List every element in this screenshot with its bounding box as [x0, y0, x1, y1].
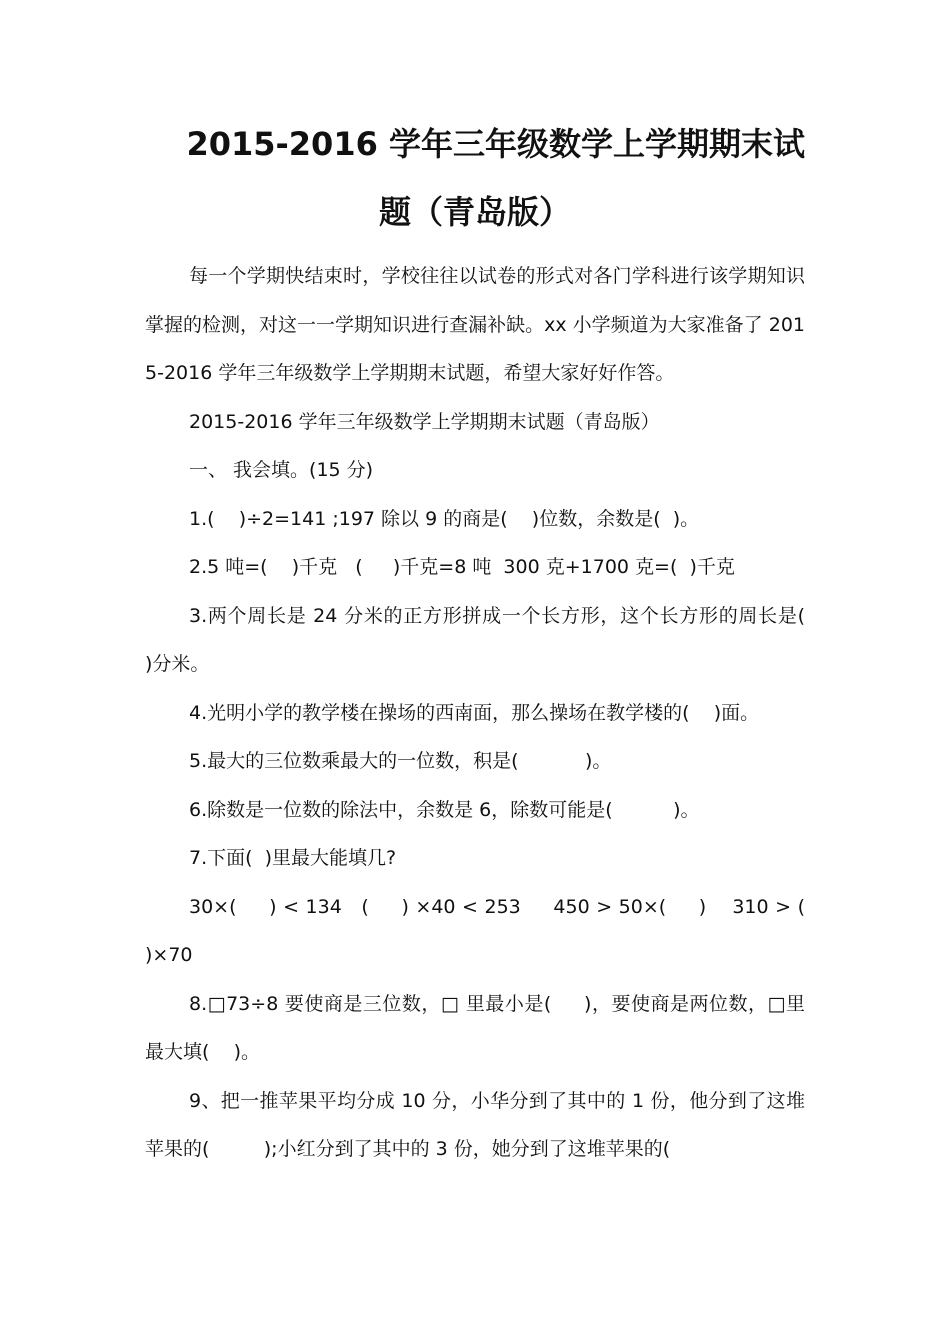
- question-6: 6.除数是一位数的除法中，余数是 6，除数可能是( )。: [189, 798, 700, 821]
- question-8: 8.□73÷8 要使商是三位数，□ 里最小是( )，要使商是两位数，□里最大填( )。: [145, 992, 805, 1063]
- question-7-items: 30×( ) < 134 ( ) ×40 < 253 450 > 50×( ) 310 > ( )×70: [145, 895, 836, 966]
- question-7: 7.下面( )里最大能填几?: [189, 847, 397, 869]
- question-3: 3.两个周长是 24 分米的正方形拼成一个长方形，这个长方形的周长是( )分米。: [145, 604, 824, 675]
- question-2: 2.5 吨=( )千克 ( )千克=8 吨 300 克+1700 克=( )千克: [189, 556, 735, 578]
- intro-paragraph: 每一个学期快结束时，学校往往以试卷的形式对各门学科进行该学期知识掌握的检测，对这一一学期知识进行查漏补缺。xx 小学频道为大家准备了 2015-2016 学年三年级数学上学期期末试题，希望大家好好作答。: [145, 265, 805, 384]
- section-heading: 一、 我会填。(15 分): [189, 459, 374, 481]
- question-4: 4.光明小学的教学楼在操场的西南面，那么操场在教学楼的( )面。: [189, 701, 760, 724]
- question-5: 5.最大的三位数乘最大的一位数，积是( )。: [189, 750, 612, 772]
- question-1: 1.( )÷2=141 ;197 除以 9 的商是( )位数，余数是( )。: [189, 507, 700, 530]
- document-title-line-2: 题（青岛版）: [378, 193, 571, 231]
- document-body: [145, 252, 836, 1174]
- subtitle-paragraph: 2015-2016 学年三年级数学上学期期末试题（青岛版）: [189, 410, 660, 433]
- document-title-line-1: 2015-2016 学年三年级数学上学期期末试: [186, 125, 805, 163]
- question-9: 9、把一推苹果平均分成 10 分，小华分到了其中的 1 份，他分到了这堆苹果的( );小红分到了其中的 3 份，她分到了这堆苹果的(: [145, 1089, 805, 1160]
